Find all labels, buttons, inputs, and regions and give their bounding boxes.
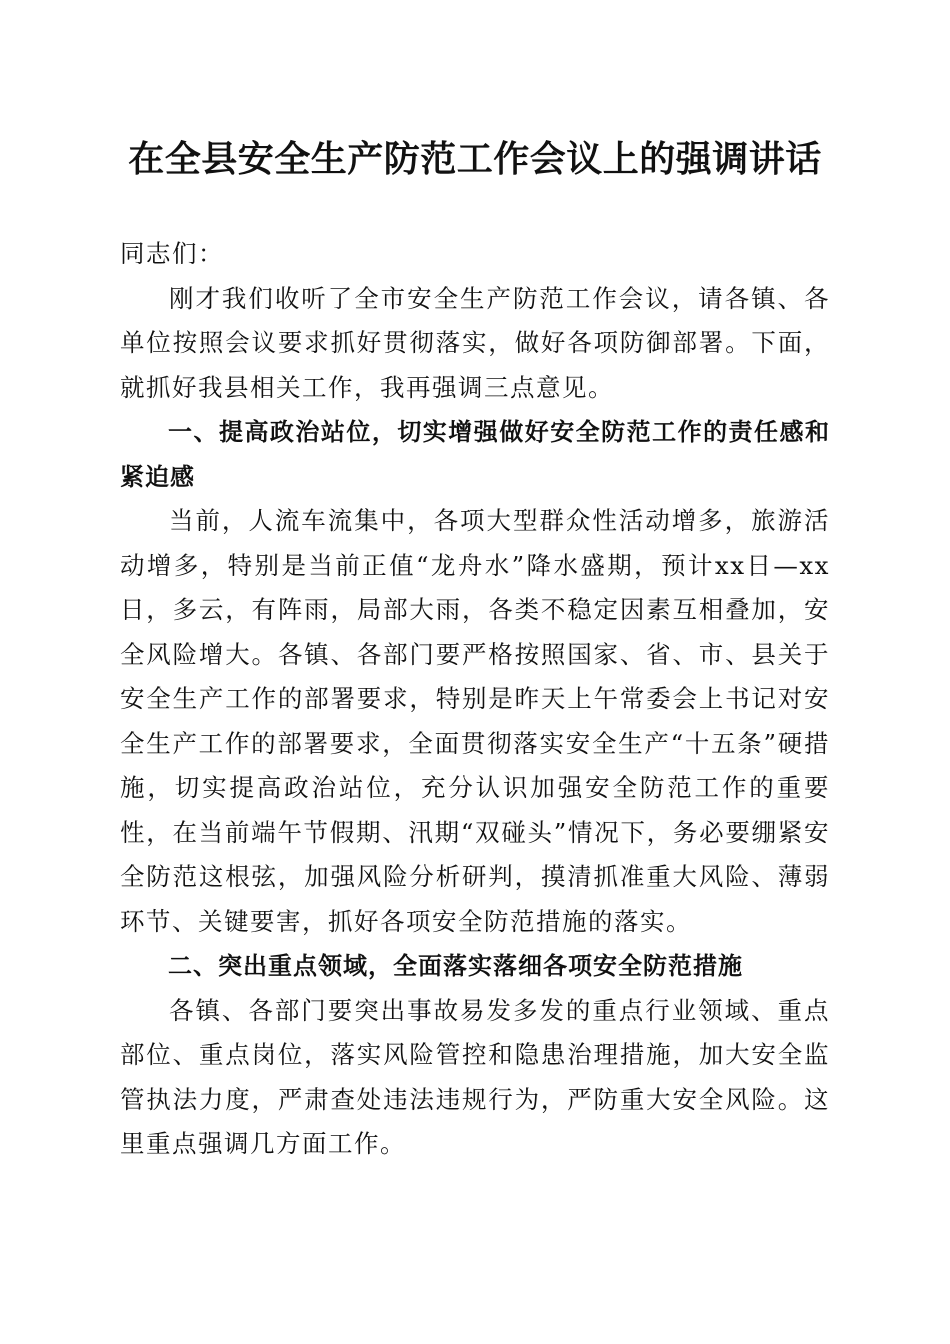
- section-heading-2: 二、突出重点领域，全面落实落细各项安全防范措施: [168, 952, 743, 980]
- document-title: 在全县安全生产防范工作会议上的强调讲话: [128, 138, 822, 180]
- section-heading-1: 一、提高政治站位，切实增强做好安全防范工作的责任感和紧迫感: [120, 418, 830, 491]
- section-1-paragraph: 当前，人流车流集中，各项大型群众性活动增多，旅游活动增多，特别是当前正值“龙舟水”降水盛期，预计xx日—xx日，多云，有阵雨，局部大雨，各类不稳定因素互相叠加，安全风险增大。各镇、各部门要严格按照国家、省、市、县关于安全生产工作的部署要求，特别是昨天上午常委会上书记对安全生产工作的部署要求，全面贯彻落实安全生产“十五条”硬措施，切实提高政治站位，充分认识加强安全防范工作的重要性，在当前端午节假期、汛期“双碰头”情况下，务必要绷紧安全防范这根弦，加强风险分析研判，摸清抓准重大风险、薄弱环节、关键要害，抓好各项安全防范措施的落实。: [120, 506, 830, 936]
- section-2-paragraph: 各镇、各部门要突出事故易发多发的重点行业领域、重点部位、重点岗位，落实风险管控和隐患治理措施，加大安全监管执法力度，严肃查处违法违规行为，严防重大安全风险。这里重点强调几方面工作。: [120, 995, 830, 1158]
- salutation: 同志们：: [120, 239, 224, 268]
- intro-paragraph: 刚才我们收听了全市安全生产防范工作会议，请各镇、各单位按照会议要求抓好贯彻落实，做好各项防御部署。下面，就抓好我县相关工作，我再强调三点意见。: [120, 283, 830, 402]
- document-body: [120, 232, 830, 1167]
